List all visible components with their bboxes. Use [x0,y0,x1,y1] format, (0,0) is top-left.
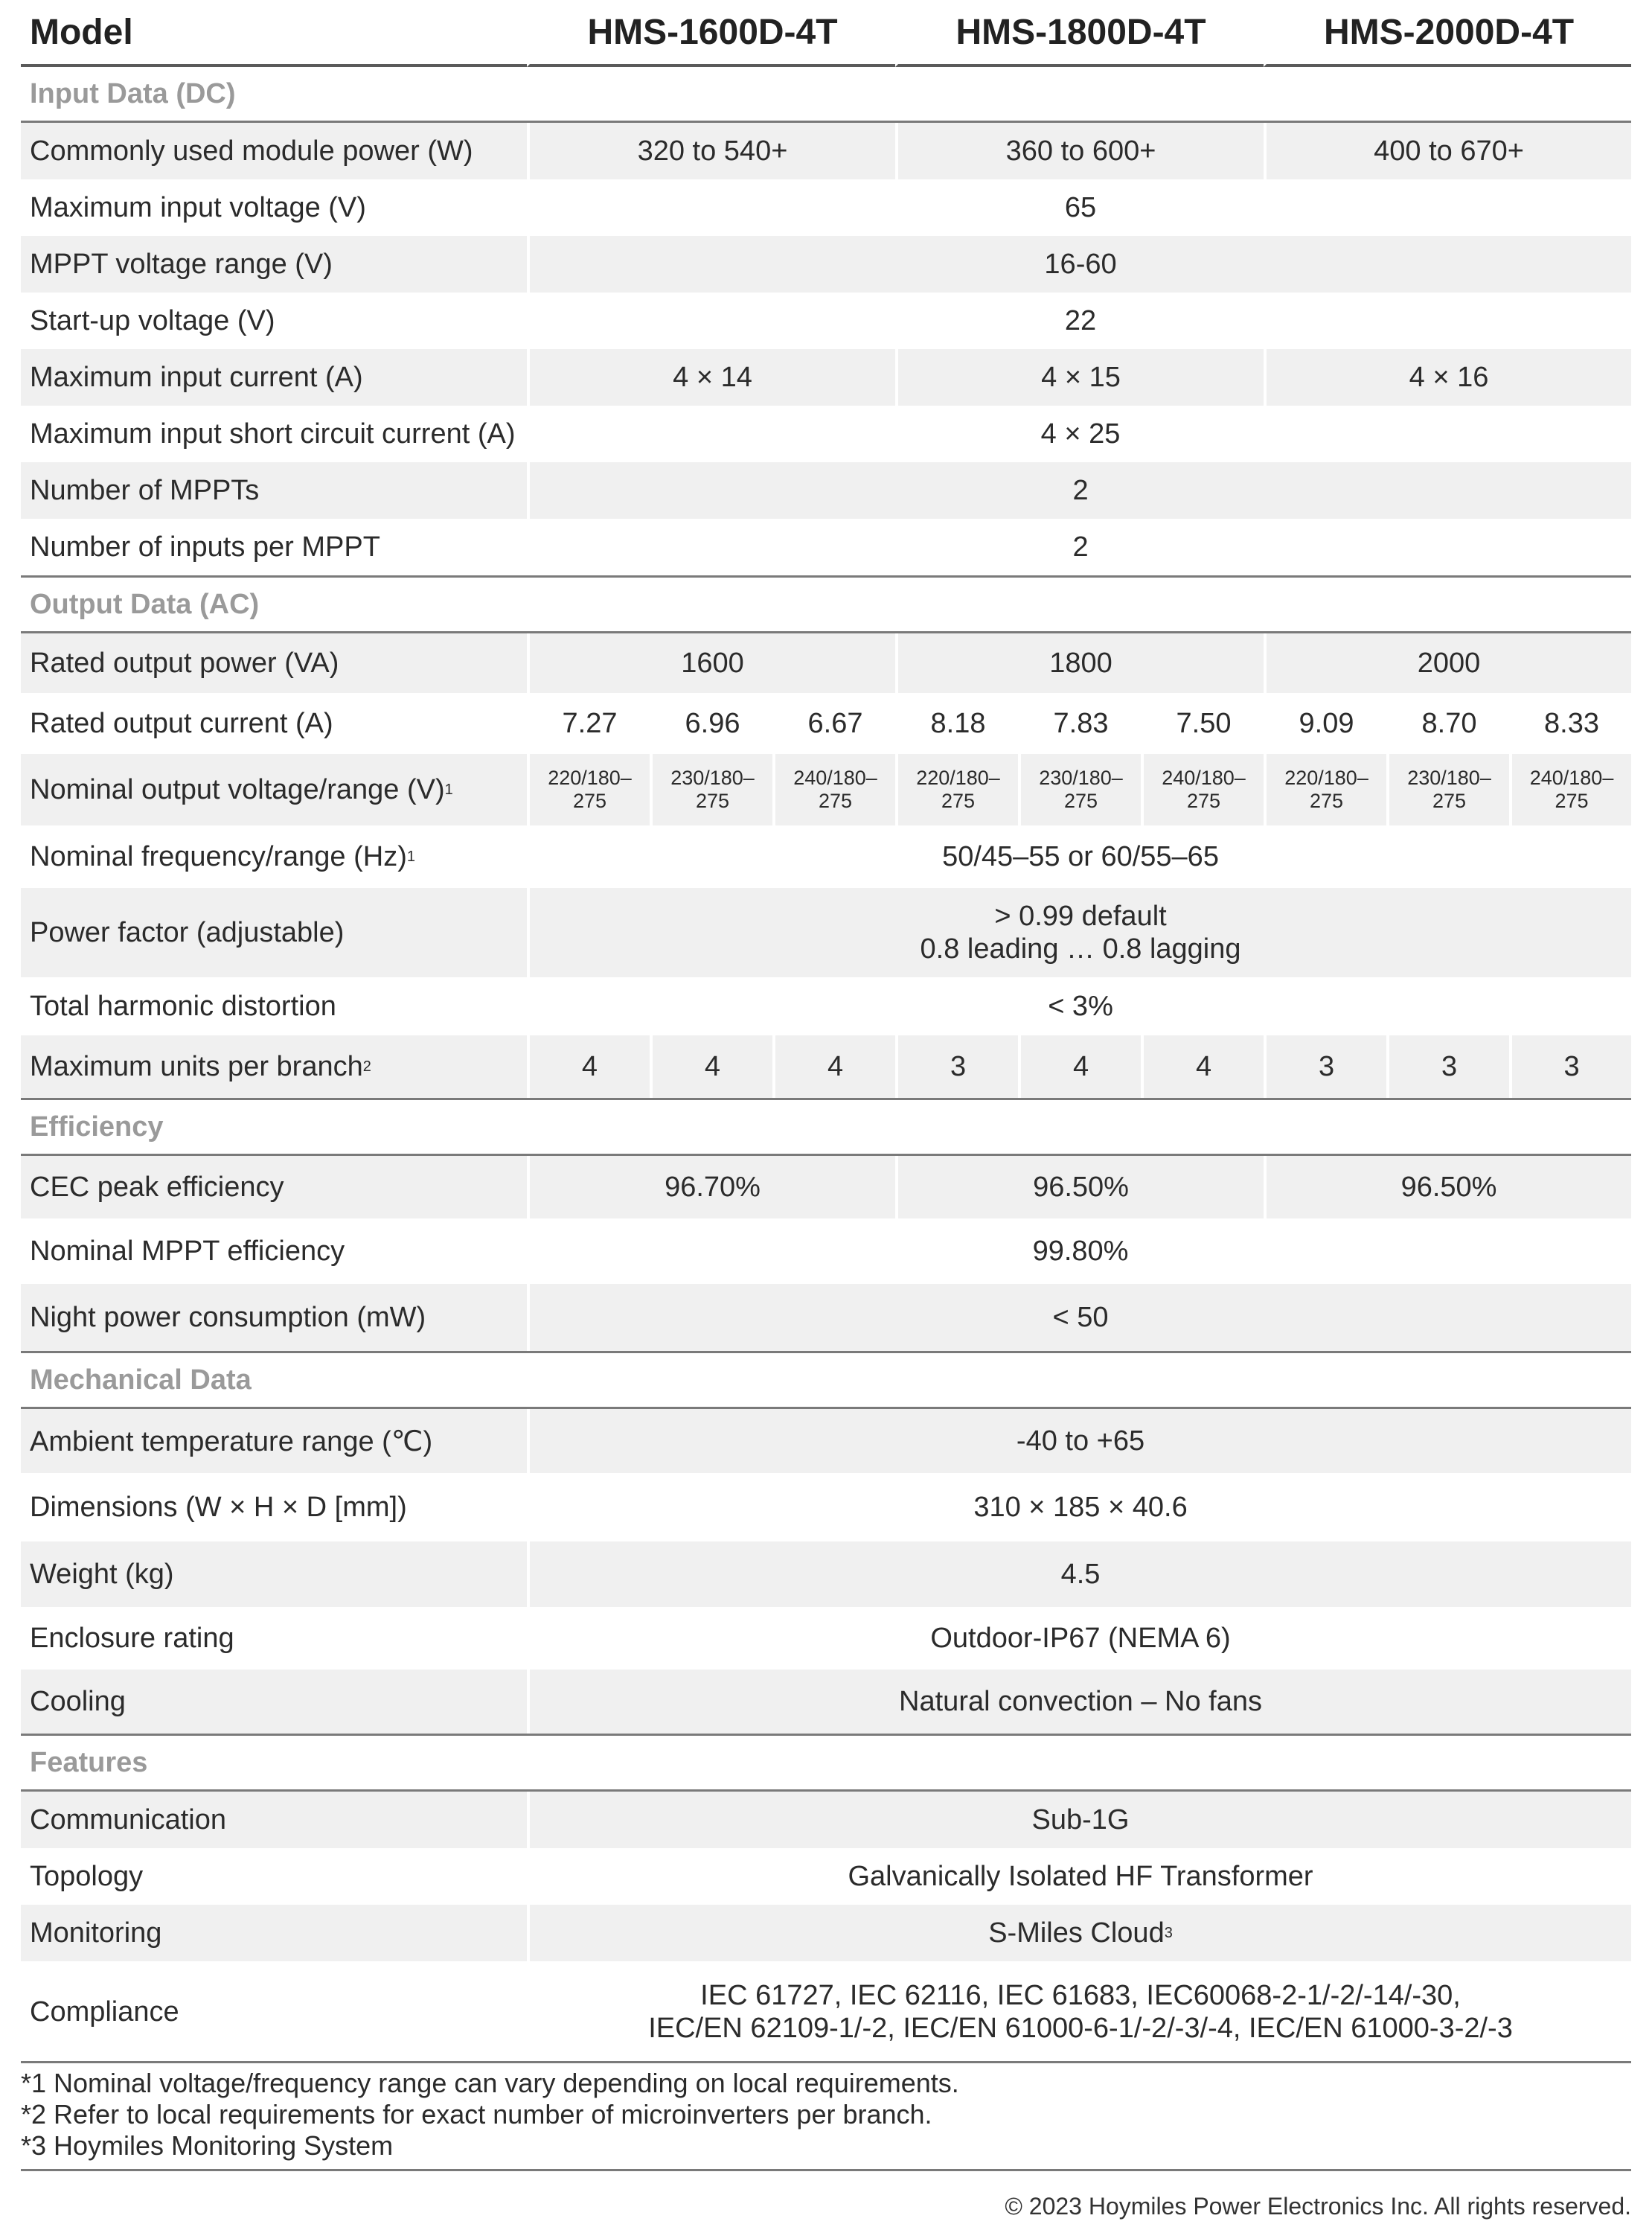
pf-line: > 0.99 default [994,901,1167,932]
section-input-dc [21,67,1631,123]
value-cell: 4 [527,1035,650,1098]
row-label: Weight (kg) [21,1541,527,1607]
row-label: CEC peak efficiency [21,1156,527,1218]
value-cell: 7.50 [1141,693,1264,754]
row-max-short-circuit [21,406,1631,462]
row-label: MPPT voltage range (V) [21,236,527,293]
value-cell: < 50 [527,1284,1631,1351]
section-title: Mechanical Data [21,1351,1631,1409]
value-cell [527,888,1631,977]
footnote-2: *2 Refer to local requirements for exact number of microinverters per branch. [21,2099,932,2130]
voltage-line: 240/180– [1162,767,1246,789]
value-cell [1264,754,1386,825]
value-cell [1141,754,1264,825]
value-cell: 3 [1509,1035,1631,1098]
footnote-1: *1 Nominal voltage/frequency range can vary depending on local requirements. [21,2068,959,2098]
voltage-line: 230/180– [1407,767,1491,789]
voltage-line: 240/180– [1529,767,1614,789]
value-cell [527,754,650,825]
voltage-line: 220/180– [1284,767,1368,789]
footnote-mark: 3 [1164,1924,1173,1941]
voltage-line: 275 [572,790,607,812]
value-cell: 96.70% [527,1156,895,1218]
row-cec-peak [21,1156,1631,1218]
row-night-power [21,1284,1631,1351]
value-cell: 8.18 [895,693,1018,754]
value-cell: 9.09 [1264,693,1386,754]
value-cell: 4 × 14 [527,349,895,406]
row-label: Maximum input voltage (V) [21,179,527,236]
value-cell: 8.70 [1386,693,1509,754]
voltage-line: 220/180– [916,767,1000,789]
compliance-line: IEC/EN 62109-1/-2, IEC/EN 61000-6-1/-2/-3/-4, IEC/EN 61000-3-2/-3 [648,2013,1513,2044]
voltage-line: 275 [1310,790,1344,812]
model-1600: HMS-1600D-4T [527,0,895,67]
row-power-factor [21,888,1631,977]
section-mechanical [21,1351,1631,1409]
value-cell: 6.96 [650,693,772,754]
value-cell: 96.50% [895,1156,1264,1218]
value-cell: 3 [1264,1035,1386,1098]
value-cell: 4 [1141,1035,1264,1098]
voltage-line: 275 [941,790,976,812]
row-inputs-per-mppt [21,519,1631,575]
row-label: Nominal MPPT efficiency [21,1218,527,1284]
row-label: Ambient temperature range (℃) [21,1409,527,1473]
section-output-ac [21,575,1631,633]
voltage-line: 240/180– [793,767,877,789]
value-cell: 4 × 16 [1264,349,1631,406]
row-max-input-voltage [21,179,1631,236]
value-cell: 65 [527,179,1631,236]
value-cell: 4.5 [527,1541,1631,1607]
row-communication [21,1792,1631,1848]
value-cell: Galvanically Isolated HF Transformer [527,1848,1631,1905]
voltage-line: 275 [1063,790,1098,812]
value-cell [772,754,895,825]
model-label: Model [21,0,527,67]
header-row [21,0,1631,67]
value-cell: 310 × 185 × 40.6 [527,1473,1631,1541]
spec-table [21,0,1631,2063]
value-cell: 8.33 [1509,693,1631,754]
row-label: Maximum input current (A) [21,349,527,406]
compliance-line: IEC 61727, IEC 62116, IEC 61683, IEC60068-2-1/-2/-14/-30, [700,1980,1461,2011]
value-cell: 6.67 [772,693,895,754]
section-title: Input Data (DC) [21,67,1631,123]
row-label: Cooling [21,1670,527,1734]
value-cell: 96.50% [1264,1156,1631,1218]
value-cell: 360 to 600+ [895,123,1264,179]
row-nominal-voltage [21,754,1631,825]
voltage-line: 275 [1432,790,1467,812]
section-title: Output Data (AC) [21,575,1631,633]
row-rated-current [21,693,1631,754]
row-num-mppts [21,462,1631,519]
row-enclosure [21,1607,1631,1670]
value-cell: 1800 [895,633,1264,693]
row-nominal-frequency [21,825,1631,888]
row-label: Maximum input short circuit current (A) [21,406,527,462]
value-cell [1509,754,1631,825]
monitoring-text: S-Miles Cloud [988,1917,1165,1949]
value-cell: -40 to +65 [527,1409,1631,1473]
row-label: Rated output power (VA) [21,633,527,693]
value-cell: 400 to 670+ [1264,123,1631,179]
value-cell [527,1961,1631,2063]
value-cell [1386,754,1509,825]
section-features [21,1734,1631,1792]
value-cell [1018,754,1141,825]
row-max-units [21,1035,1631,1098]
value-cell [527,1905,1631,1961]
footnote-mark: 2 [362,1058,371,1075]
spec-sheet [21,0,1631,2063]
section-title: Features [21,1734,1631,1792]
value-cell: 1600 [527,633,895,693]
copyright: © 2023 Hoymiles Power Electronics Inc. All rights reserved. [1005,2193,1631,2220]
value-cell: 4 × 25 [527,406,1631,462]
row-label: Rated output current (A) [21,693,527,754]
footnote-mark: 1 [444,781,453,798]
label-text: Nominal output voltage/range (V) [30,773,445,805]
value-cell: 320 to 540+ [527,123,895,179]
row-label: Dimensions (W × H × D [mm]) [21,1473,527,1541]
row-mppt-eff [21,1218,1631,1284]
value-cell: 7.27 [527,693,650,754]
voltage-line: 275 [695,790,730,812]
value-cell: 16-60 [527,236,1631,293]
value-cell: 3 [1386,1035,1509,1098]
row-module-power [21,123,1631,179]
row-label: Monitoring [21,1905,527,1961]
value-cell: Outdoor-IP67 (NEMA 6) [527,1607,1631,1670]
section-title: Efficiency [21,1098,1631,1156]
row-rated-power [21,633,1631,693]
voltage-line: 275 [1186,790,1221,812]
row-label: Number of inputs per MPPT [21,519,527,575]
model-2000: HMS-2000D-4T [1264,0,1631,67]
value-cell: 4 [650,1035,772,1098]
row-weight [21,1541,1631,1607]
row-label: Number of MPPTs [21,462,527,519]
row-startup-voltage [21,293,1631,349]
row-label: Start-up voltage (V) [21,293,527,349]
row-label [21,825,527,888]
row-label: Power factor (adjustable) [21,888,527,977]
voltage-line: 230/180– [1039,767,1123,789]
value-cell: Sub-1G [527,1792,1631,1848]
value-cell: Natural convection – No fans [527,1670,1631,1734]
row-ambient-temp [21,1409,1631,1473]
row-label: Night power consumption (mW) [21,1284,527,1351]
voltage-line: 275 [818,790,853,812]
voltage-line: 230/180– [670,767,755,789]
row-label [21,754,527,825]
value-cell: 2 [527,519,1631,575]
value-cell [650,754,772,825]
value-cell: < 3% [527,977,1631,1035]
footnotes [21,2061,1631,2171]
value-cell: 3 [895,1035,1018,1098]
row-compliance [21,1961,1631,2063]
value-cell: 4 × 15 [895,349,1264,406]
voltage-line: 220/180– [548,767,632,789]
value-cell: 50/45–55 or 60/55–65 [527,825,1631,888]
label-text: Maximum units per branch [30,1050,363,1082]
value-cell [895,754,1018,825]
row-label [21,1035,527,1098]
row-mppt-range [21,236,1631,293]
row-thd [21,977,1631,1035]
row-topology [21,1848,1631,1905]
value-cell: 2 [527,462,1631,519]
section-efficiency [21,1098,1631,1156]
row-label: Enclosure rating [21,1607,527,1670]
row-monitoring [21,1905,1631,1961]
voltage-line: 275 [1555,790,1589,812]
label-text: Nominal frequency/range (Hz) [30,840,407,872]
row-label: Commonly used module power (W) [21,123,527,179]
model-1800: HMS-1800D-4T [895,0,1264,67]
pf-line: 0.8 leading … 0.8 lagging [920,933,1241,965]
value-cell: 4 [1018,1035,1141,1098]
value-cell: 99.80% [527,1218,1631,1284]
row-max-input-current [21,349,1631,406]
row-label: Total harmonic distortion [21,977,527,1035]
row-label: Compliance [21,1961,527,2063]
row-label: Communication [21,1792,527,1848]
row-label: Topology [21,1848,527,1905]
value-cell: 22 [527,293,1631,349]
value-cell: 2000 [1264,633,1631,693]
value-cell: 4 [772,1035,895,1098]
row-dimensions [21,1473,1631,1541]
row-cooling [21,1670,1631,1734]
footnote-mark: 1 [406,848,416,865]
value-cell: 7.83 [1018,693,1141,754]
footnote-3: *3 Hoymiles Monitoring System [21,2130,394,2161]
